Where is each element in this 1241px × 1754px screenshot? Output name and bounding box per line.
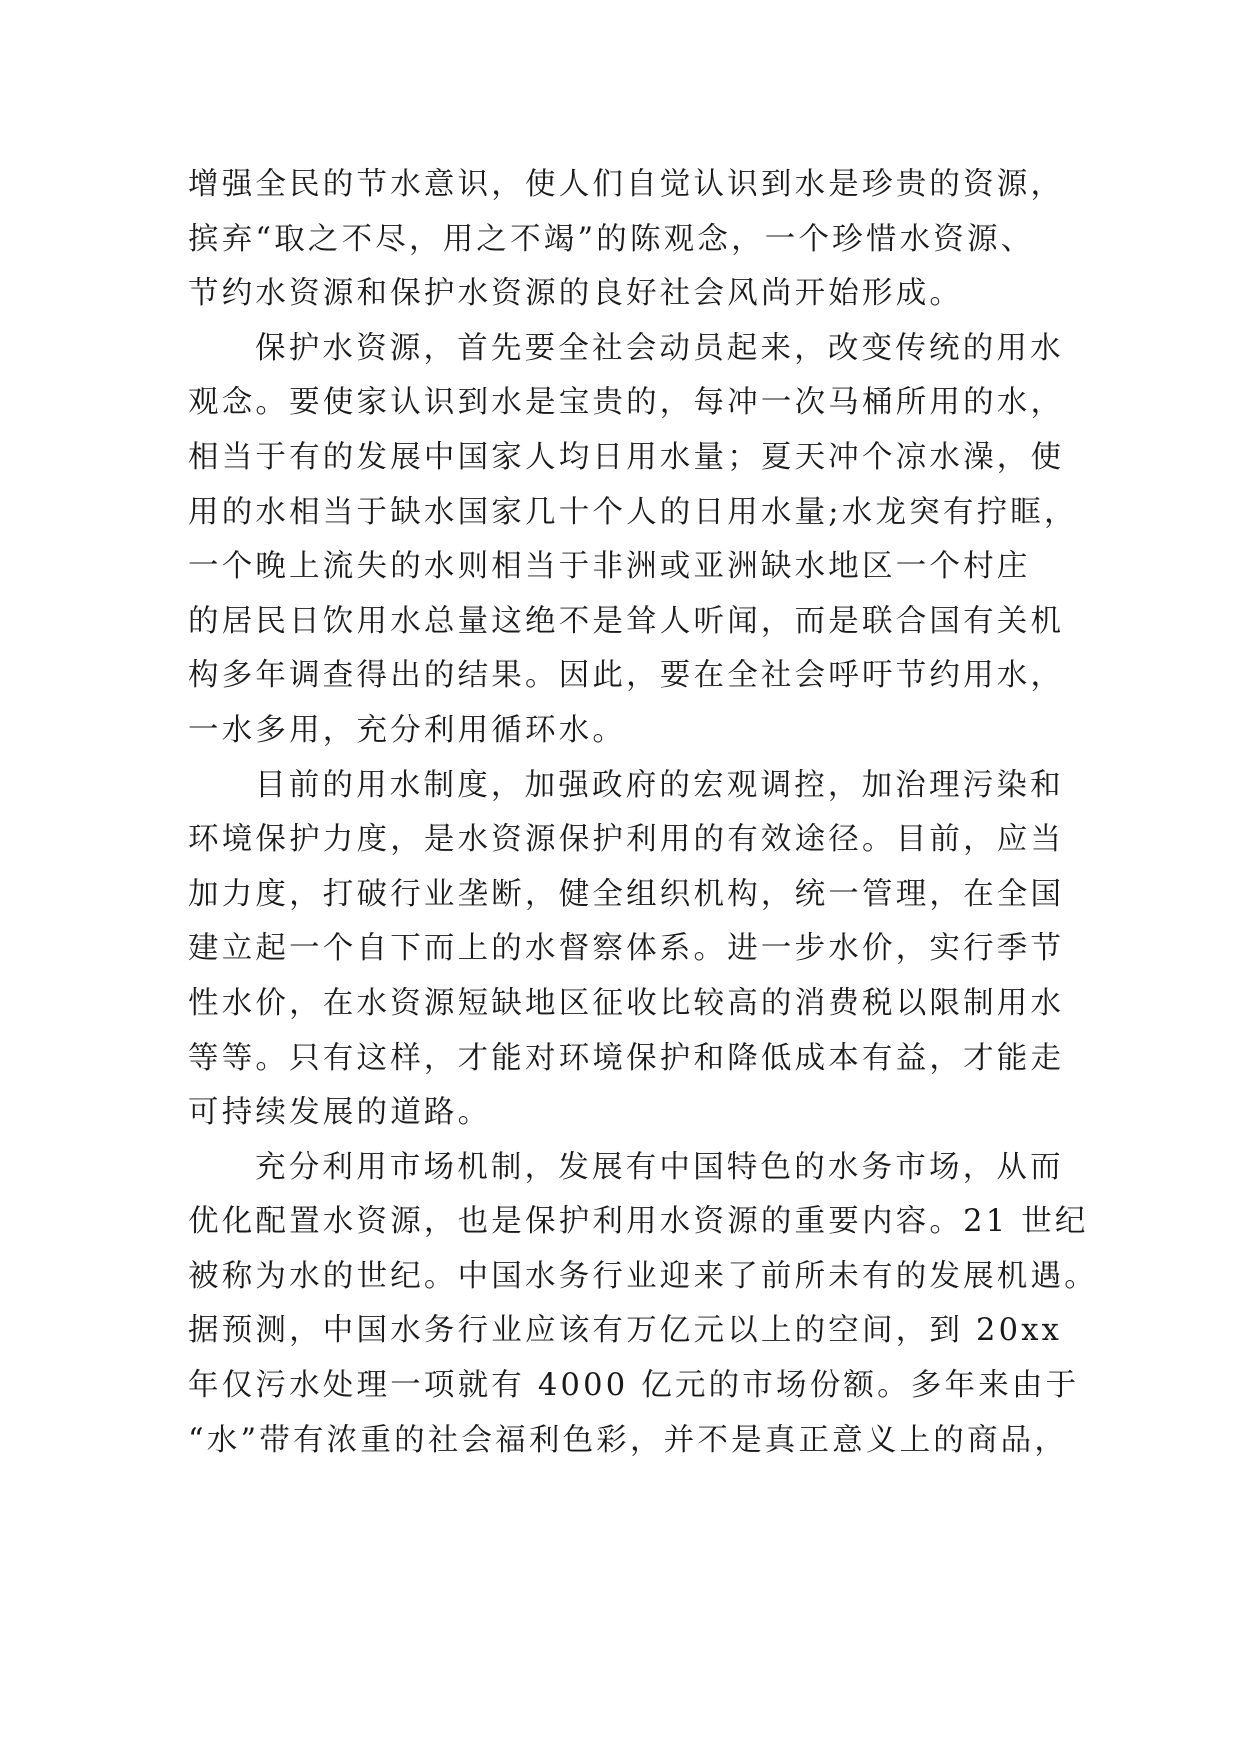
text-line: 优化配置水资源，也是保护利用水资源的重要内容。21 世纪 — [188, 1204, 1089, 1240]
text-line: 摈弃“取之不尽，用之不竭”的陈观念，一个珍惜水资源、 — [188, 221, 1035, 257]
paragraph-first-line: 目前的用水制度，加强政府的宏观调控，加治理污染和 — [255, 767, 1064, 803]
document-body — [188, 158, 1098, 1468]
text-line: 等等。只有这样，才能对环境保护和降低成本有益，才能走 — [188, 1040, 1065, 1076]
text-line: 据预测，中国水务行业应该有万亿元以上的空间，到 20xx — [188, 1313, 1063, 1349]
paragraph-first-line: 保护水资源，首先要全社会动员起来，改变传统的用水 — [255, 330, 1064, 366]
text-line: 用的水相当于缺水国家几十个人的日用水量;水龙突有拧眶， — [188, 494, 1078, 530]
text-line: 相当于有的发展中国家人均日用水量；夏天冲个凉水澡，使 — [188, 439, 1065, 475]
text-line: 建立起一个自下而上的水督察体系。进一步水价，实行季节 — [188, 931, 1065, 967]
paragraph-first-line: 充分利用市场机制，发展有中国特色的水务市场，从而 — [255, 1149, 1064, 1185]
text-line: 增强全民的节水意识，使人们自觉认识到水是珍贵的资源， — [188, 167, 1065, 202]
text-line: 一水多用，充分利用循环水。 — [188, 712, 627, 748]
text-line: 可持续发展的道路。 — [188, 1095, 492, 1131]
text-line: “水”带有浓重的社会福利色彩，并不是真正意义上的商品， — [188, 1422, 1069, 1458]
text-line: 节约水资源和保护水资源的良好社会风尚开始形成。 — [188, 276, 964, 312]
text-line: 的居民日饮用水总量这绝不是耸人听闻，而是联合国有关机 — [188, 603, 1065, 639]
text-line: 一个晚上流失的水则相当于非洲或亚洲缺水地区一个村庄 — [188, 549, 1031, 585]
text-line: 性水价，在水资源短缺地区征收比较高的消费税以限制用水 — [188, 985, 1065, 1021]
text-line: 构多年调查得出的结果。因此，要在全社会呼吁节约用水， — [188, 658, 1065, 694]
text-line: 环境保护力度，是水资源保护利用的有效途径。目前，应当 — [188, 822, 1065, 858]
text-line: 被称为水的世纪。中国水务行业迎来了前所未有的发展机遇。 — [188, 1258, 1098, 1294]
text-line: 加力度，打破行业垄断，健全组织机构，统一管理，在全国 — [188, 876, 1065, 912]
text-line: 年仅污水处理一项就有 4000 亿元的市场份额。多年来由于 — [188, 1368, 1080, 1404]
text-line: 观念。要使家认识到水是宝贵的，每冲一次马桶所用的水， — [188, 385, 1065, 421]
